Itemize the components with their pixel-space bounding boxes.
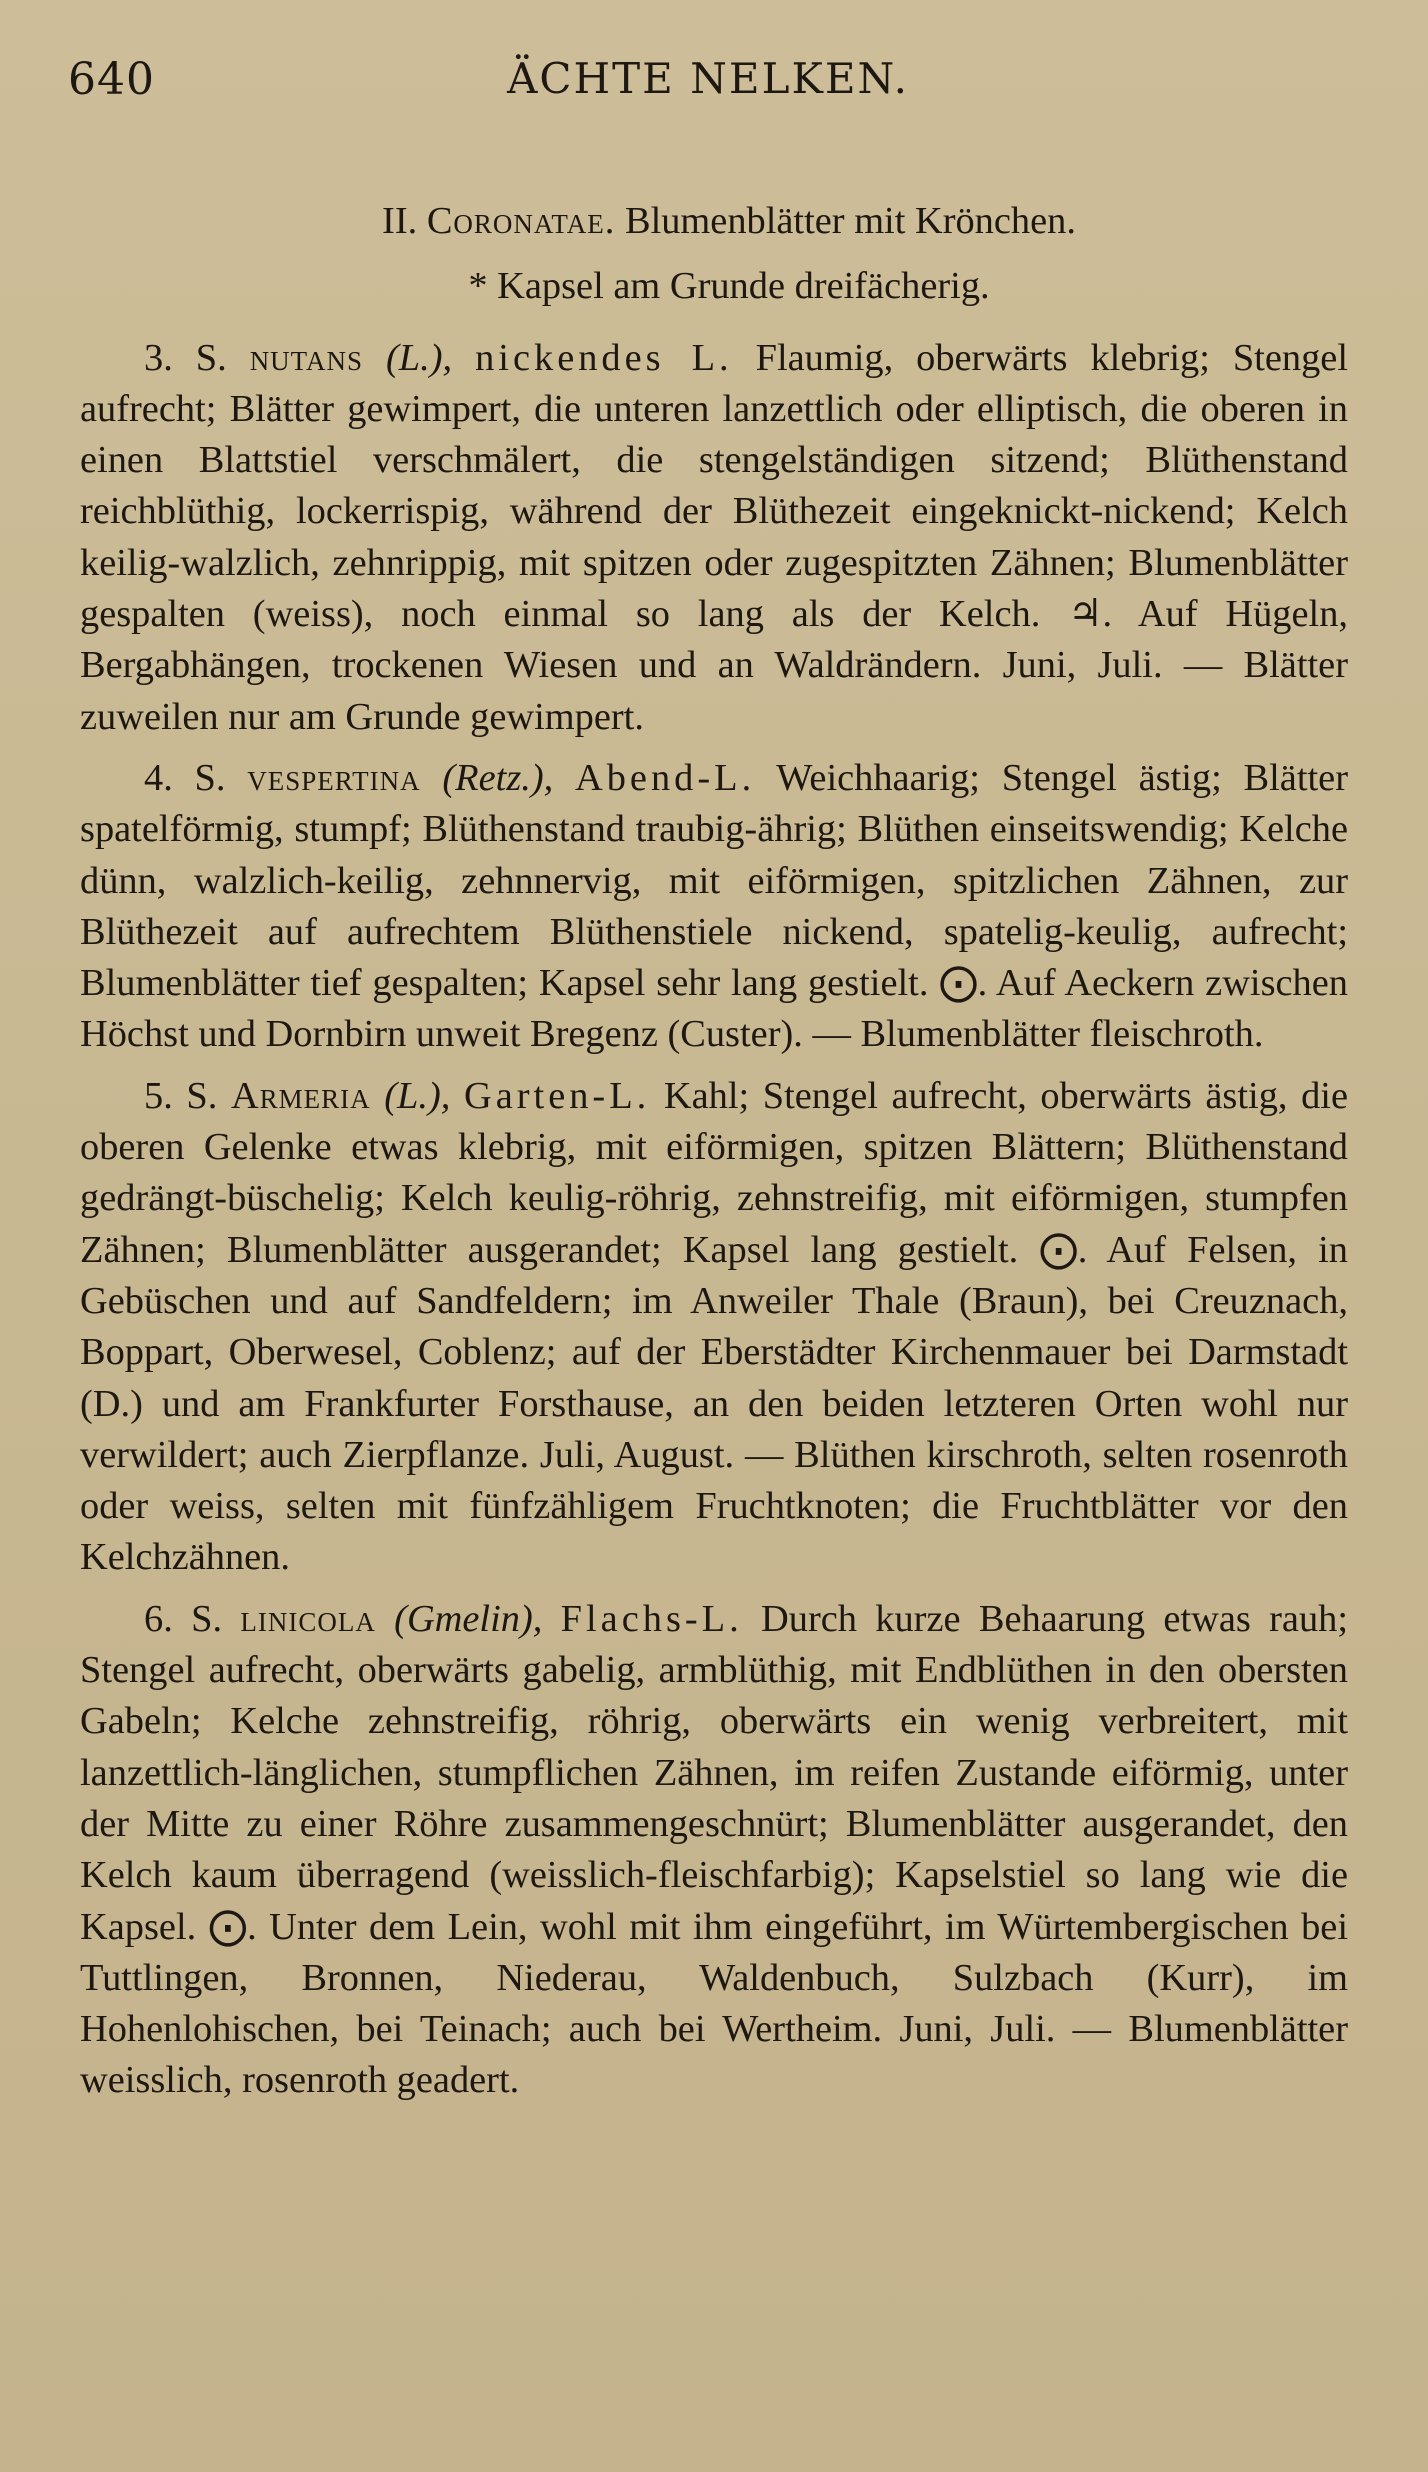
species-epithet: vespertina bbox=[247, 756, 421, 799]
species-common-name: Abend-L. bbox=[575, 756, 756, 799]
species-number: 4. S. bbox=[144, 756, 226, 799]
species-epithet: Armeria bbox=[230, 1074, 371, 1117]
species-common-name: Flachs-L. bbox=[560, 1597, 743, 1640]
species-number: 6. S. bbox=[144, 1597, 223, 1640]
section-name: Coronatae. bbox=[426, 200, 616, 242]
page-content bbox=[80, 196, 1348, 2117]
species-epithet: linicola bbox=[240, 1597, 376, 1640]
species-description: Weichhaarig; Stengel ästig; Blätter spatelförmig, stumpf; Blüthenstand traubig-ährig; Blüthen einseitswendig; Kelche dünn, walzlich-keilig, zehnnervig, mit eiförmigen, spitzlichen Zähnen, zur Blüthezeit auf aufrechtem Blüthenstiele nickend, spatelig-keulig, aufrecht; Blumenblätter tief gespalten; Kapsel sehr lang gestielt. ⨀. Auf Aeckern zwischen Höchst und Dornbirn unweit Bregenz (Custer). — Blumenblätter fleischroth. bbox=[80, 756, 1348, 1056]
species-common-name: Garten-L. bbox=[463, 1074, 651, 1117]
species-entry-6 bbox=[80, 1594, 1348, 2107]
species-authority: (Gmelin), bbox=[394, 1597, 543, 1640]
species-authority: (L.), bbox=[386, 336, 453, 379]
page-header bbox=[68, 54, 1348, 118]
species-description: Kahl; Stengel aufrecht, oberwärts ästig, die oberen Gelenke etwas klebrig, mit eiförmigen, spitzen Blättern; Blüthenstand gedrängt-büschelig; Kelch keulig-röhrig, zehnstreifig, mit eiförmigen, stumpfen Zähnen; Blumenblätter ausgerandet; Kapsel lang gestielt. ⨀. Auf Felsen, in Gebüschen und auf Sandfeldern; im Anweiler Thale (Braun), bei Creuznach, Boppart, Oberwesel, Coblenz; auf der Eberstädter Kirchenmauer bei Darmstadt (D.) und am Frankfurter Forsthause, an den beiden letzteren Orten wohl nur verwildert; auch Zierpflanze. Juli, August. — Blüthen kirschroth, selten rosenroth oder weiss, selten mit fünfzähligem Fruchtknoten; die Fruchtblätter vor den Kelchzähnen. bbox=[80, 1074, 1348, 1579]
species-entry-4 bbox=[80, 753, 1348, 1061]
species-number: 5. S. bbox=[144, 1074, 218, 1117]
section-number: II. bbox=[382, 200, 418, 242]
section-subheading: * Kapsel am Grunde dreifächerig. bbox=[468, 265, 990, 308]
species-number: 3. S. bbox=[144, 336, 227, 379]
page-number: 640 bbox=[68, 54, 155, 105]
species-entry-3 bbox=[80, 333, 1348, 743]
species-description: Flaumig, oberwärts klebrig; Stengel aufrecht; Blätter gewimpert, die unteren lanzettlich oder elliptisch, die oberen in einen Blattstiel verschmälert, die stengelständigen sitzend; Blüthenstand reichblüthig, lockerrispig, während der Blüthezeit eingeknickt-nickend; Kelch keilig-walzlich, zehnrippig, mit spitzen oder zugespitzten Zähnen; Blumenblätter gespalten (weiss), noch einmal so lang als der Kelch. ♃. Auf Hügeln, Bergabhängen, trockenen Wiesen und an Waldrändern. Juni, Juli. — Blätter zuweilen nur am Grunde gewimpert. bbox=[80, 336, 1348, 738]
species-authority: (L.), bbox=[384, 1074, 451, 1117]
species-authority: (Retz.), bbox=[442, 756, 554, 799]
species-entry-5 bbox=[80, 1071, 1348, 1584]
species-common-name: nickendes L. bbox=[475, 336, 733, 379]
species-epithet: nutans bbox=[249, 336, 364, 379]
running-title: ÄCHTE NELKEN. bbox=[507, 54, 909, 103]
species-description: Durch kurze Behaarung etwas rauh; Stengel aufrecht, oberwärts gabelig, armblüthig, mit Endblüthen in den obersten Gabeln; Kelche zehnstreifig, röhrig, oberwärts ein wenig verbreitert, mit lanzettlich-länglichen, stumpflichen Zähnen, im reifen Zustande eiförmig, unter der Mitte zu einer Röhre zusammengeschnürt; Blumenblätter ausgerandet, den Kelch kaum überragend (weisslich-fleischfarbig); Kapselstiel so lang wie die Kapsel. ⨀. Unter dem Lein, wohl mit ihm eingeführt, im Würtembergischen bei Tuttlingen, Bronnen, Niederau, Waldenbuch, Sulzbach (Kurr), im Hohenlohischen, bei Teinach; auch bei Wertheim. Juni, Juli. — Blumenblätter weisslich, rosenroth geadert. bbox=[80, 1597, 1349, 2102]
section-heading bbox=[80, 196, 1348, 247]
section-description: Blumenblätter mit Krönchen. bbox=[624, 200, 1076, 242]
